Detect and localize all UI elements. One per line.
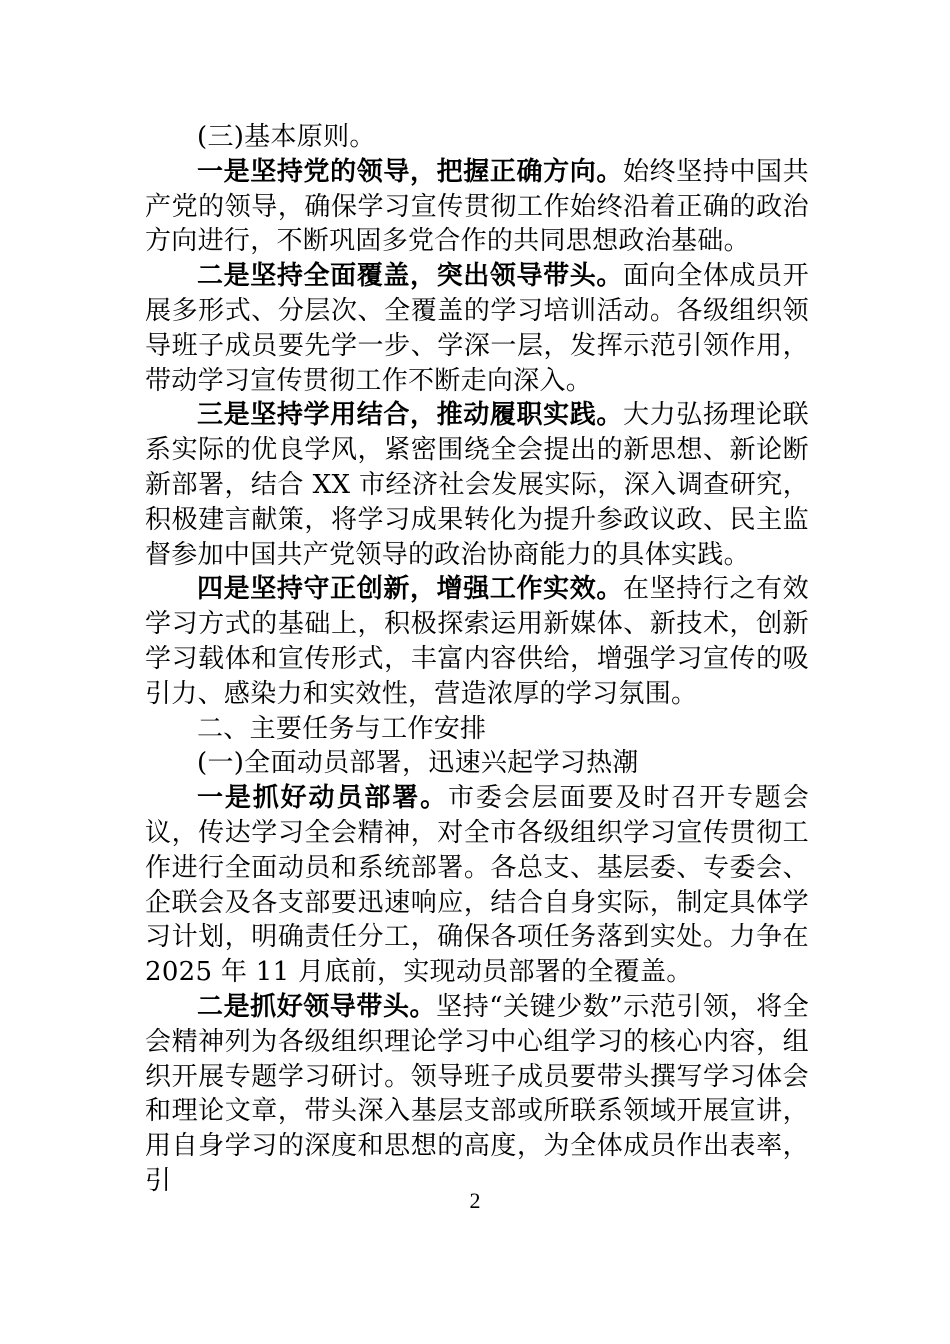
paragraph-principle-3: 三是坚持学用结合，推动履职实践。大力弘扬理论联系实际的优良学风，紧密围绕全会提出的新思想、新论断新部署，结合 XX 市经济社会发展实际，深入调查研究，积极建言献策，将学习成果转化为提升参政议政、民主监督参加中国共产党领导的政治协商能力的具体实践。 bbox=[145, 400, 809, 570]
document-body bbox=[145, 120, 809, 1199]
paragraph-lead: 一是坚持党的领导，把握正确方向。 bbox=[197, 156, 623, 187]
paragraph-lead: 二是坚持全面覆盖，突出领导带头。 bbox=[197, 261, 623, 292]
paragraph-lead: 三是坚持学用结合，推动履职实践。 bbox=[197, 400, 623, 431]
paragraph-principle-2: 二是坚持全面覆盖，突出领导带头。面向全体成员开展多形式、分层次、全覆盖的学习培训活动。各级组织领导班子成员要先学一步、学深一层，发挥示范引领作用，带动学习宣传贯彻工作不断走向深入。 bbox=[145, 261, 809, 396]
paragraph-task-2: 二是抓好领导带头。坚持“关键少数”示范引领，将全会精神列为各级组织理论学习中心组学习的核心内容，组织开展专题学习研讨。领导班子成员要带头撰写学习体会和理论文章，带头深入基层支部或所联系领域开展宣讲，用自身学习的深度和思想的高度，为全体成员作出表率，引 bbox=[145, 991, 810, 1196]
paragraph-principle-1: 一是坚持党的领导，把握正确方向。始终坚持中国共产党的领导，确保学习宣传贯彻工作始终沿着正确的政治方向进行，不断巩固多党合作的共同思想政治基础。 bbox=[145, 156, 809, 257]
paragraph-basic-principles-heading: (三)基本原则。 bbox=[197, 122, 376, 152]
paragraph-lead: 二是抓好领导带头。 bbox=[197, 991, 437, 1022]
section-heading-main-tasks: 二、主要任务与工作安排 bbox=[197, 713, 487, 744]
page-number: 2 bbox=[469, 1188, 481, 1213]
subsection-heading-mobilization: (一)全面动员部署，迅速兴起学习热潮 bbox=[197, 748, 639, 779]
paragraph-task-1: 一是抓好动员部署。市委会层面要及时召开专题会议，传达学习全会精神，对全市各级组织学习宣传贯彻工作进行全面动员和系统部署。各总支、基层委、专委会、企联会及各支部要迅速响应，结合自身实际，制定具体学习计划，明确责任分工，确保各项任务落到实处。力争在 2025 年 11 月底前，实现动员部署的全覆盖。 bbox=[145, 783, 809, 988]
paragraph-lead: 四是坚持守正创新，增强工作实效。 bbox=[197, 574, 623, 605]
paragraph-lead: 一是抓好动员部署。 bbox=[197, 783, 449, 814]
paragraph-principle-4: 四是坚持守正创新，增强工作实效。在坚持行之有效学习方式的基础上，积极探索运用新媒体、新技术，创新学习载体和宣传形式，丰富内容供给，增强学习宣传的吸引力、感染力和实效性，营造浓厚的学习氛围。 bbox=[145, 574, 809, 709]
